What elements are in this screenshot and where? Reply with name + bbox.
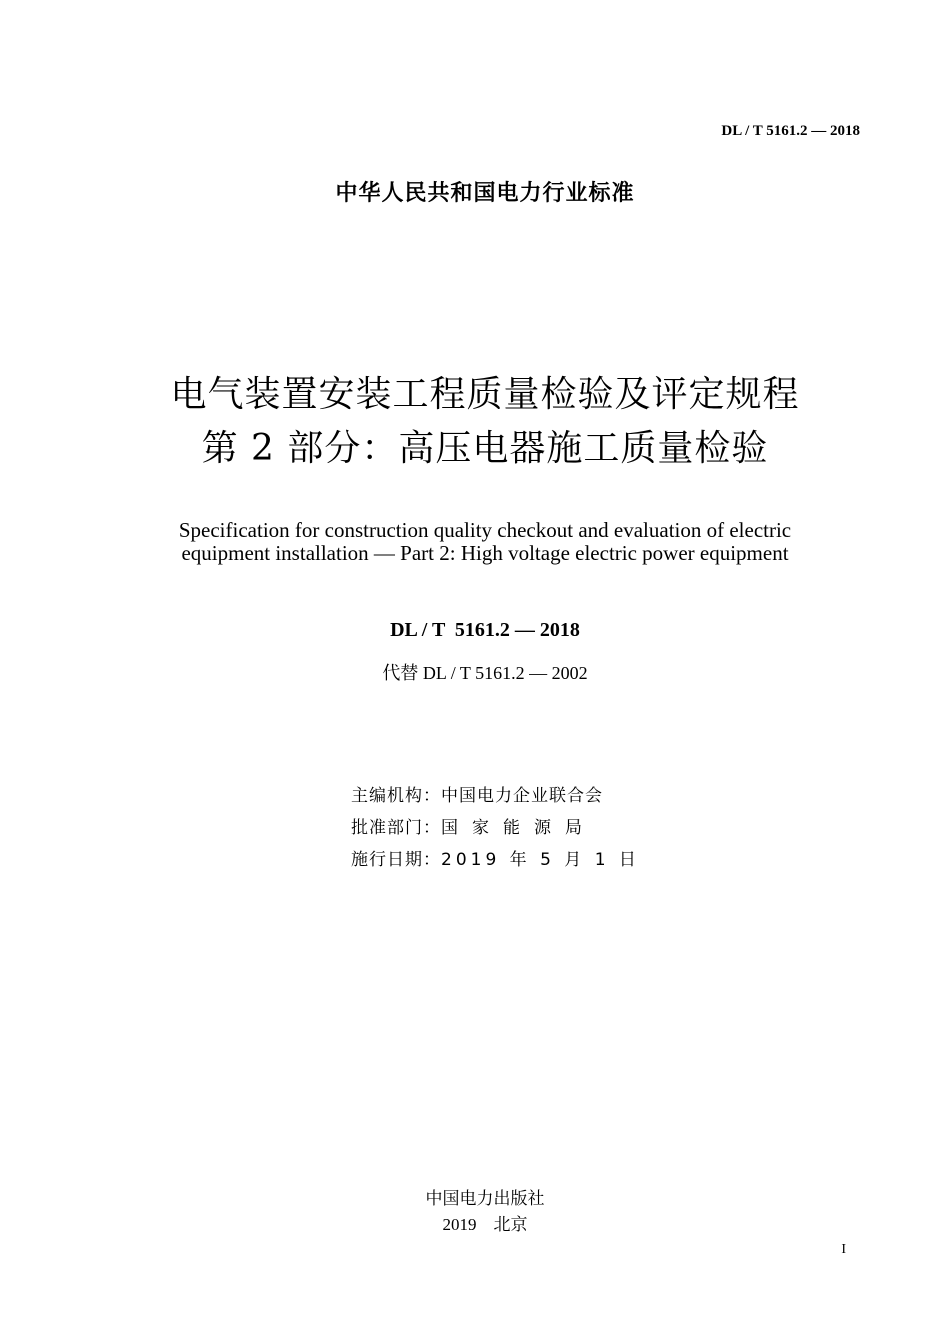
publication-year-place: 2019 北京 <box>442 1215 528 1234</box>
editor-label: 主编机构： <box>351 786 441 806</box>
approver-label: 批准部门： <box>351 818 441 838</box>
title-english-line2: equipment installation — Part 2: High voltage electric power equipment <box>181 541 789 565</box>
page-number: I <box>841 1242 846 1257</box>
editor-value: 中国电力企业联合会 <box>441 786 603 806</box>
replaces-standard: 代替 DL / T 5161.2 — 2002 <box>382 663 588 683</box>
title-chinese-line1: 电气装置安装工程质量检验及评定规程 <box>170 374 800 415</box>
publisher-name: 中国电力出版社 <box>425 1189 545 1209</box>
approver-row <box>351 813 596 838</box>
industry-standard-title: 中华人民共和国电力行业标准 <box>335 181 635 206</box>
editor-row <box>351 781 603 806</box>
approver-value: 国家能源局 <box>441 818 596 838</box>
title-chinese-line2: 第 2 部分：高压电器施工质量检验 <box>201 428 769 469</box>
effective-date-row <box>351 845 640 870</box>
standard-code-main: DL / T 5161.2 — 2018 <box>390 619 580 641</box>
effective-date-label: 施行日期： <box>351 850 441 870</box>
header-standard-code: DL / T 5161.2 — 2018 <box>721 123 860 139</box>
title-english-line1: Specification for construction quality checkout and evaluation of electric <box>178 518 792 542</box>
effective-date-value: 2019 年 5 月 1 日 <box>441 850 640 870</box>
